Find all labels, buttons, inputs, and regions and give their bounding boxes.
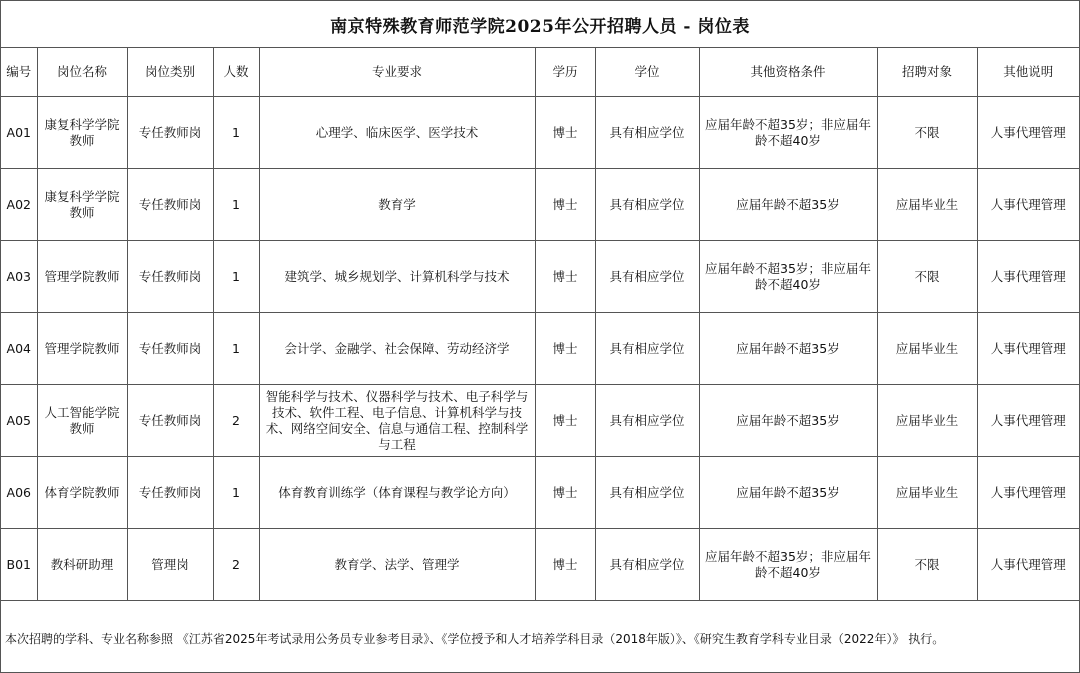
cell-note: 人事代理管理 (977, 529, 1079, 601)
cell-note: 人事代理管理 (977, 313, 1079, 385)
footnote: 本次招聘的学科、专业名称参照 《江苏省2025年考试录用公务员专业参考目录》、《学位授予和人才培养学科目录（2018年版）》、《研究生教育学科专业目录（2022年）》 执行。 (5, 632, 945, 646)
cell-education: 博士 (535, 241, 595, 313)
page-title: 南京特殊教育师范学院2025年公开招聘人员 - 岗位表 (330, 16, 750, 37)
table-row (1, 457, 1079, 529)
cell-type: 管理岗 (127, 529, 213, 601)
cell-count: 1 (213, 241, 259, 313)
table-row (1, 169, 1079, 241)
cell-note: 人事代理管理 (977, 385, 1079, 457)
cell-name: 康复科学学院教师 (37, 97, 127, 169)
column-header-education: 学历 (535, 48, 595, 97)
column-header-name: 岗位名称 (37, 48, 127, 97)
column-header-other: 其他资格条件 (699, 48, 877, 97)
cell-count: 1 (213, 97, 259, 169)
column-header-degree: 学位 (595, 48, 699, 97)
cell-target: 应届毕业生 (877, 385, 977, 457)
column-header-note: 其他说明 (977, 48, 1079, 97)
cell-education: 博士 (535, 313, 595, 385)
cell-target: 应届毕业生 (877, 457, 977, 529)
cell-count: 1 (213, 169, 259, 241)
cell-major: 教育学、法学、管理学 (259, 529, 535, 601)
cell-target: 不限 (877, 97, 977, 169)
column-header-major: 专业要求 (259, 48, 535, 97)
table-header (1, 48, 1079, 97)
cell-code: A03 (1, 241, 37, 313)
table-row (1, 385, 1079, 457)
cell-code: B01 (1, 529, 37, 601)
cell-note: 人事代理管理 (977, 241, 1079, 313)
column-header-code: 编号 (1, 48, 37, 97)
cell-type: 专任教师岗 (127, 169, 213, 241)
cell-other: 应届年龄不超35岁 (699, 169, 877, 241)
cell-education: 博士 (535, 457, 595, 529)
cell-degree: 具有相应学位 (595, 457, 699, 529)
cell-degree: 具有相应学位 (595, 97, 699, 169)
cell-degree: 具有相应学位 (595, 169, 699, 241)
cell-name: 体育学院教师 (37, 457, 127, 529)
cell-degree: 具有相应学位 (595, 385, 699, 457)
cell-other: 应届年龄不超35岁 (699, 385, 877, 457)
cell-count: 1 (213, 313, 259, 385)
cell-type: 专任教师岗 (127, 313, 213, 385)
cell-count: 2 (213, 529, 259, 601)
cell-other: 应届年龄不超35岁 (699, 313, 877, 385)
cell-other: 应届年龄不超35岁；非应届年龄不超40岁 (699, 241, 877, 313)
cell-note: 人事代理管理 (977, 169, 1079, 241)
cell-note: 人事代理管理 (977, 97, 1079, 169)
cell-education: 博士 (535, 97, 595, 169)
table-row (1, 529, 1079, 601)
column-header-target: 招聘对象 (877, 48, 977, 97)
cell-type: 专任教师岗 (127, 385, 213, 457)
cell-code: A01 (1, 97, 37, 169)
cell-degree: 具有相应学位 (595, 313, 699, 385)
cell-major: 会计学、金融学、社会保障、劳动经济学 (259, 313, 535, 385)
cell-other: 应届年龄不超35岁；非应届年龄不超40岁 (699, 97, 877, 169)
cell-education: 博士 (535, 529, 595, 601)
column-header-type: 岗位类别 (127, 48, 213, 97)
cell-name: 人工智能学院教师 (37, 385, 127, 457)
cell-count: 1 (213, 457, 259, 529)
cell-code: A05 (1, 385, 37, 457)
table-row (1, 97, 1079, 169)
cell-count: 2 (213, 385, 259, 457)
cell-code: A04 (1, 313, 37, 385)
cell-target: 应届毕业生 (877, 169, 977, 241)
cell-education: 博士 (535, 385, 595, 457)
column-header-count: 人数 (213, 48, 259, 97)
cell-degree: 具有相应学位 (595, 529, 699, 601)
cell-name: 教科研助理 (37, 529, 127, 601)
title-row (1, 1, 1079, 48)
cell-target: 不限 (877, 529, 977, 601)
cell-education: 博士 (535, 169, 595, 241)
cell-target: 不限 (877, 241, 977, 313)
cell-code: A06 (1, 457, 37, 529)
cell-type: 专任教师岗 (127, 457, 213, 529)
cell-type: 专任教师岗 (127, 97, 213, 169)
table-row (1, 241, 1079, 313)
cell-name: 管理学院教师 (37, 313, 127, 385)
cell-code: A02 (1, 169, 37, 241)
table-row (1, 313, 1079, 385)
cell-other: 应届年龄不超35岁；非应届年龄不超40岁 (699, 529, 877, 601)
cell-major: 心理学、临床医学、医学技术 (259, 97, 535, 169)
positions-table (1, 48, 1079, 601)
cell-other: 应届年龄不超35岁 (699, 457, 877, 529)
cell-target: 应届毕业生 (877, 313, 977, 385)
cell-major: 教育学 (259, 169, 535, 241)
cell-note: 人事代理管理 (977, 457, 1079, 529)
cell-type: 专任教师岗 (127, 241, 213, 313)
cell-name: 管理学院教师 (37, 241, 127, 313)
cell-degree: 具有相应学位 (595, 241, 699, 313)
cell-name: 康复科学学院教师 (37, 169, 127, 241)
cell-major: 体育教育训练学（体育课程与教学论方向） (259, 457, 535, 529)
cell-major: 智能科学与技术、仪器科学与技术、电子科学与技术、软件工程、电子信息、计算机科学与技术、网络空间安全、信息与通信工程、控制科学与工程 (259, 385, 535, 457)
cell-major: 建筑学、城乡规划学、计算机科学与技术 (259, 241, 535, 313)
